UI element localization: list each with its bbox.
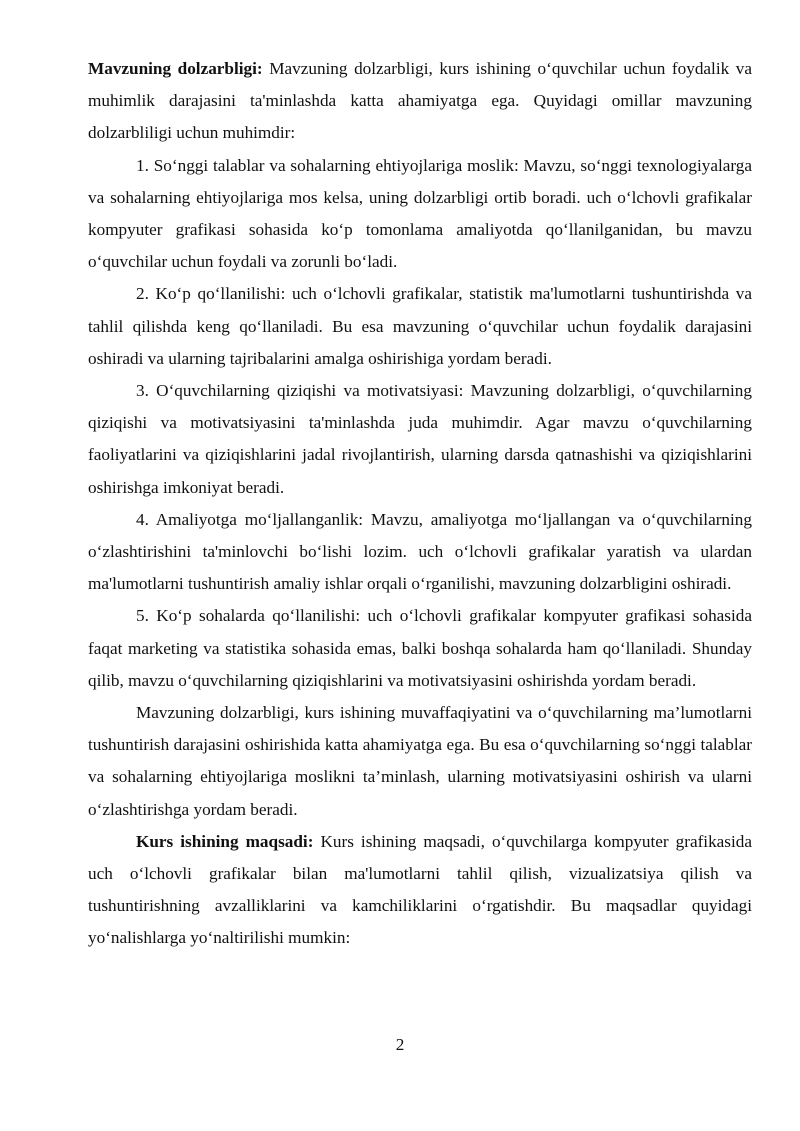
paragraph-relevance-summary: Mavzuning dolzarbligi, kurs ishining muvaffaqiyatini va o‘quvchilarning ma’lumotlarni tushuntirish darajasini oshirishida katta ahamiyatga ega. Bu esa o‘quvchilarning so‘nggi talablar va sohalarning ehtiyojlariga moslikni ta’minlash, ularning motivatsiyasini oshirish va ularni o‘zlashtirishga yordam beradi. (88, 703, 752, 819)
list-item-4: 4. Amaliyotga mo‘ljallanganlik: Mavzu, amaliyotga mo‘ljallangan va o‘quvchilarning o‘zlashtirishini ta'minlovchi bo‘lishi lozim. uch o‘lchovli grafikalar yaratish va ulardan ma'lumotlarni tushuntirish amaliy ishlar orqali o‘rganilishi, mavzuning dolzarbligini oshiradi. (88, 509, 752, 594)
page-body (88, 53, 752, 955)
list-item-3: 3. O‘quvchilarning qiziqishi va motivatsiyasi: Mavzuning dolzarbligi, o‘quvchilarning qiziqishi va motivatsiyasini ta'minlashda juda muhimdir. Agar mavzu o‘quvchilarning faoliyatlarini va qiziqishlarini jadal rivojlantirish, ularning darsda qatnashishi va qiziqishlarini oshirishga imkoniyat beradi. (88, 381, 752, 497)
heading-relevance: Mavzuning dolzarbligi: (88, 59, 263, 78)
page-number: 2 (395, 1035, 405, 1054)
list-item-2: 2. Ko‘p qo‘llanilishi: uch o‘lchovli grafikalar, statistik ma'lumotlarni tushuntirishda va tahlil qilishda keng qo‘llaniladi. Bu esa mavzuning o‘quvchilar uchun foydalik darajasini oshiradi va ularning tajribalarini amalga oshirishiga yordam beradi. (88, 284, 752, 368)
paragraph-course-goal (88, 826, 752, 955)
paragraph-text: Kurs ishining maqsadi, o‘quvchilarga kompyuter grafikasida uch o‘lchovli grafikalar bilan ma'lumotlarni tahlil qilish, vizualizatsiya qilish va tushuntirishning avzalliklarini va kamchiliklarini o‘rgatishdir. Bu maqsadlar quyidagi yo‘nalishlarga yo‘naltirilishi mumkin: (88, 831, 752, 948)
list-item-1: 1. So‘nggi talablar va sohalarning ehtiyojlariga moslik: Mavzu, so‘nggi texnologiyalarga va sohalarning ehtiyojlariga mos kelsa, uning dolzarbligi ortib boradi. uch o‘lchovli grafikalar kompyuter grafikasi sohasida ko‘p tomonlama amaliyotda qo‘llanilganidan, bu mavzu o‘quvchilar uchun foydali va zorunli bo‘ladi. (88, 155, 752, 272)
list-item-5: 5. Ko‘p sohalarda qo‘llanilishi: uch o‘lchovli grafikalar kompyuter grafikasi sohasida faqat marketing va statistika sohasida emas, balki boshqa sohalarda ham qo‘llaniladi. Shunday qilib, mavzu o‘quvchilarning qiziqishlarini va motivatsiyasini oshirishda yordam beradi. (88, 606, 752, 690)
heading-course-goal: Kurs ishining maqsadi: (136, 831, 314, 851)
paragraph-relevance-intro (88, 53, 752, 150)
paragraph-text: Mavzuning dolzarbligi, kurs ishining o‘quvchilar uchun foydalik va muhimlik darajasini ta'minlashda katta ahamiyatga ega. Quyidagi omillar mavzuning dolzarbliligi uchun muhimdir: (88, 59, 752, 143)
